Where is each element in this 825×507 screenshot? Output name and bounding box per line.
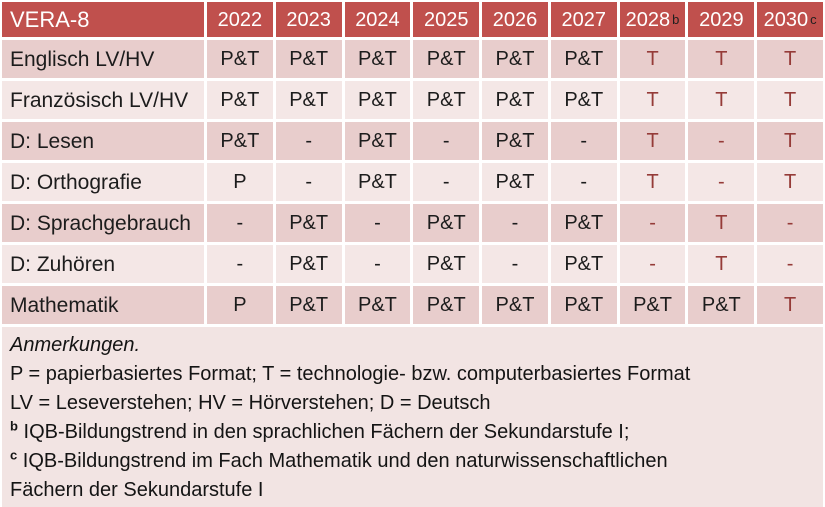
value-cell: T <box>688 81 754 119</box>
value-cell: - <box>688 163 754 201</box>
year-label: 2025 <box>423 8 469 31</box>
year-label: 2030 <box>763 8 809 31</box>
value-cell: - <box>276 122 342 160</box>
year-header-cell: 2030 c <box>757 2 823 37</box>
row-label: D: Zuhören <box>2 245 204 283</box>
note-text: IQB-Bildungstrend im Fach Mathematik und den naturwissenschaftlichen <box>22 450 668 472</box>
value-cell: - <box>276 163 342 201</box>
year-header-cell <box>345 2 411 37</box>
value-cell: T <box>620 40 686 78</box>
value-cell: - <box>620 245 686 283</box>
table-title-cell: VERA-8 <box>2 2 204 37</box>
value-cell: P&T <box>345 81 411 119</box>
row-label: Französisch LV/HV <box>2 81 204 119</box>
footnote-marker: b <box>10 418 18 434</box>
value-cell: P&T <box>276 81 342 119</box>
note-line: LV = Leseverstehen; HV = Hörverstehen; D = Deutsch <box>10 392 491 414</box>
value-cell: P&T <box>207 122 273 160</box>
value-cell: P&T <box>276 245 342 283</box>
value-cell: P&T <box>207 40 273 78</box>
note-line <box>10 418 813 447</box>
value-cell: T <box>757 163 823 201</box>
value-cell: T <box>620 81 686 119</box>
year-label: 2024 <box>355 8 400 31</box>
year-header-cell <box>482 2 548 37</box>
row-label: D: Orthografie <box>2 163 204 201</box>
value-cell: - <box>757 204 823 242</box>
value-cell: T <box>757 81 823 119</box>
value-cell: P&T <box>413 40 479 78</box>
note-text: IQB-Bildungstrend in den sprachlichen Fächern der Sekundarstufe I; <box>23 421 630 443</box>
value-cell: - <box>345 245 411 283</box>
value-cell: P&T <box>551 204 617 242</box>
value-cell: - <box>345 204 411 242</box>
note-line: Fächern der Sekundarstufe I <box>10 479 264 501</box>
value-cell: - <box>551 122 617 160</box>
note-line: Anmerkungen. <box>10 334 141 356</box>
value-cell: T <box>688 245 754 283</box>
value-cell: - <box>207 245 273 283</box>
value-cell: P&T <box>413 245 479 283</box>
year-header-cell <box>413 2 479 37</box>
year-header-cell <box>207 2 273 37</box>
value-cell: P&T <box>482 81 548 119</box>
value-cell: T <box>620 122 686 160</box>
value-cell: P&T <box>551 286 617 324</box>
value-cell: P&T <box>482 40 548 78</box>
value-cell: P&T <box>345 122 411 160</box>
value-cell: P&T <box>551 81 617 119</box>
value-cell: T <box>757 286 823 324</box>
value-cell: P&T <box>413 286 479 324</box>
note-line <box>10 447 813 476</box>
year-label: 2023 <box>286 8 331 31</box>
value-cell: P&T <box>688 286 754 324</box>
value-cell: P&T <box>207 81 273 119</box>
row-label: Mathematik <box>2 286 204 324</box>
year-header-cell <box>688 2 754 37</box>
notes-section <box>2 327 823 507</box>
value-cell: P&T <box>551 40 617 78</box>
value-cell: P&T <box>345 163 411 201</box>
year-label: 2026 <box>492 8 538 31</box>
value-cell: P&T <box>345 286 411 324</box>
value-cell: P&T <box>413 204 479 242</box>
year-label: 2027 <box>561 8 607 31</box>
year-header-cell <box>276 2 342 37</box>
value-cell: P&T <box>551 245 617 283</box>
value-cell: P&T <box>482 122 548 160</box>
value-cell: P&T <box>276 286 342 324</box>
year-label: 2028 <box>625 8 671 31</box>
value-cell: - <box>620 204 686 242</box>
value-cell: - <box>413 163 479 201</box>
value-cell: - <box>207 204 273 242</box>
year-label: 2022 <box>217 8 263 31</box>
note-line: P = papierbasiertes Format; T = technologie- bzw. computerbasiertes Format <box>10 363 691 385</box>
row-label: Englisch LV/HV <box>2 40 204 78</box>
value-cell: P&T <box>345 40 411 78</box>
value-cell: P&T <box>482 163 548 201</box>
value-cell: P&T <box>276 40 342 78</box>
row-label: D: Sprachgebrauch <box>2 204 204 242</box>
value-cell: P <box>207 163 273 201</box>
value-cell: P <box>207 286 273 324</box>
row-label: D: Lesen <box>2 122 204 160</box>
value-cell: - <box>551 163 617 201</box>
value-cell: P&T <box>482 286 548 324</box>
value-cell: - <box>482 245 548 283</box>
value-cell: - <box>482 204 548 242</box>
year-header-cell: 2028 b <box>620 2 686 37</box>
value-cell: T <box>688 204 754 242</box>
value-cell: T <box>620 163 686 201</box>
year-header-cell <box>551 2 617 37</box>
value-cell: T <box>757 122 823 160</box>
footnote-marker: c <box>10 447 18 463</box>
value-cell: T <box>688 40 754 78</box>
value-cell: P&T <box>620 286 686 324</box>
value-cell: T <box>757 40 823 78</box>
value-cell: P&T <box>276 204 342 242</box>
value-cell: P&T <box>413 81 479 119</box>
value-cell: - <box>413 122 479 160</box>
year-label: 2029 <box>699 8 744 31</box>
value-cell: - <box>757 245 823 283</box>
value-cell: - <box>688 122 754 160</box>
